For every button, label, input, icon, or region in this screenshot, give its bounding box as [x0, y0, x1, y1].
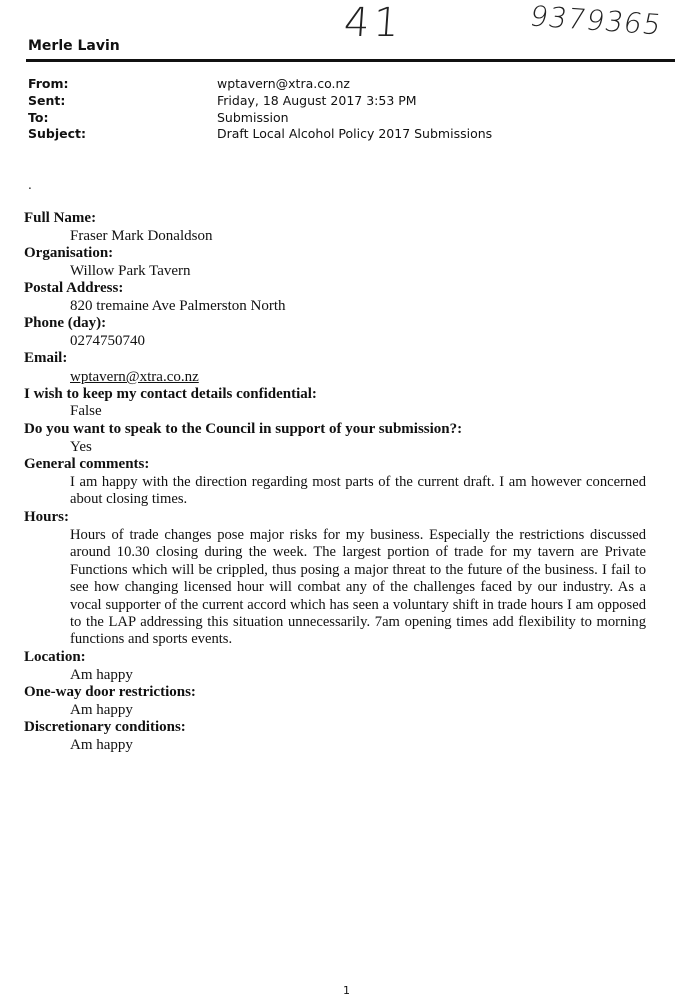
to-value: Submission — [217, 110, 289, 125]
subject-label: Subject: — [28, 126, 86, 141]
discretionary-conditions-value: Am happy — [70, 737, 133, 753]
from-value: wptavern@xtra.co.nz — [217, 76, 350, 91]
speak-to-council-label: Do you want to speak to the Council in support of your submission?: — [24, 421, 463, 437]
discretionary-conditions-label: Discretionary conditions: — [24, 719, 186, 735]
organisation-value: Willow Park Tavern — [70, 263, 191, 279]
page-number: 1 — [343, 984, 350, 997]
location-label: Location: — [24, 649, 86, 665]
full-name-value: Fraser Mark Donaldson — [70, 228, 213, 244]
from-label: From: — [28, 76, 69, 91]
to-label: To: — [28, 110, 49, 125]
hours-text: Hours of trade changes pose major risks for my business. Especially the restrictions discussed around 10.30 closing during the week. The largest portion of trade for my tavern are Private Functions which will be crippled, thus posing a major threat to the future of the business. I fail to see how changing licensed hour will combat any of the challenges faced by our industry. As a vocal supporter of the current accord which has seen a voluntary shift in trade hours I am opposed to the LAP addressing this situation unnecessarily. 7am opening times add flexibility to morning functions and sports events. — [70, 527, 646, 648]
phone-label: Phone (day): — [24, 315, 107, 331]
organisation-label: Organisation: — [24, 245, 114, 261]
header-row-from — [28, 76, 668, 93]
stray-mark: . — [28, 178, 32, 192]
header-divider — [26, 59, 675, 62]
sent-label: Sent: — [28, 93, 66, 108]
header-row-to — [28, 110, 668, 127]
email-label: Email: — [24, 350, 68, 366]
general-comments-text: I am happy with the direction regarding most parts of the current draft. I am however concerned about closing times. — [70, 474, 646, 508]
sent-value: Friday, 18 August 2017 3:53 PM — [217, 93, 417, 108]
location-value: Am happy — [70, 667, 133, 683]
mailbox-owner-name: Merle Lavin — [28, 38, 120, 54]
email-link[interactable]: wptavern@xtra.co.nz — [70, 369, 199, 385]
hours-label: Hours: — [24, 509, 69, 525]
handwritten-number-left: 41 — [342, 0, 405, 46]
one-way-door-label: One-way door restrictions: — [24, 684, 196, 700]
header-row-sent — [28, 93, 668, 110]
postal-address-value: 820 tremaine Ave Palmerston North — [70, 298, 286, 314]
phone-value: 0274750740 — [70, 333, 145, 349]
confidential-value: False — [70, 403, 102, 419]
handwritten-reference-number: 9379365 — [526, 0, 666, 42]
subject-value: Draft Local Alcohol Policy 2017 Submissions — [217, 126, 493, 141]
one-way-door-value: Am happy — [70, 702, 133, 718]
full-name-label: Full Name: — [24, 210, 97, 226]
postal-address-label: Postal Address: — [24, 280, 124, 296]
confidential-label: I wish to keep my contact details confidential: — [24, 386, 317, 402]
speak-to-council-value: Yes — [70, 439, 92, 455]
header-row-subject — [28, 126, 668, 143]
general-comments-label: General comments: — [24, 456, 150, 472]
